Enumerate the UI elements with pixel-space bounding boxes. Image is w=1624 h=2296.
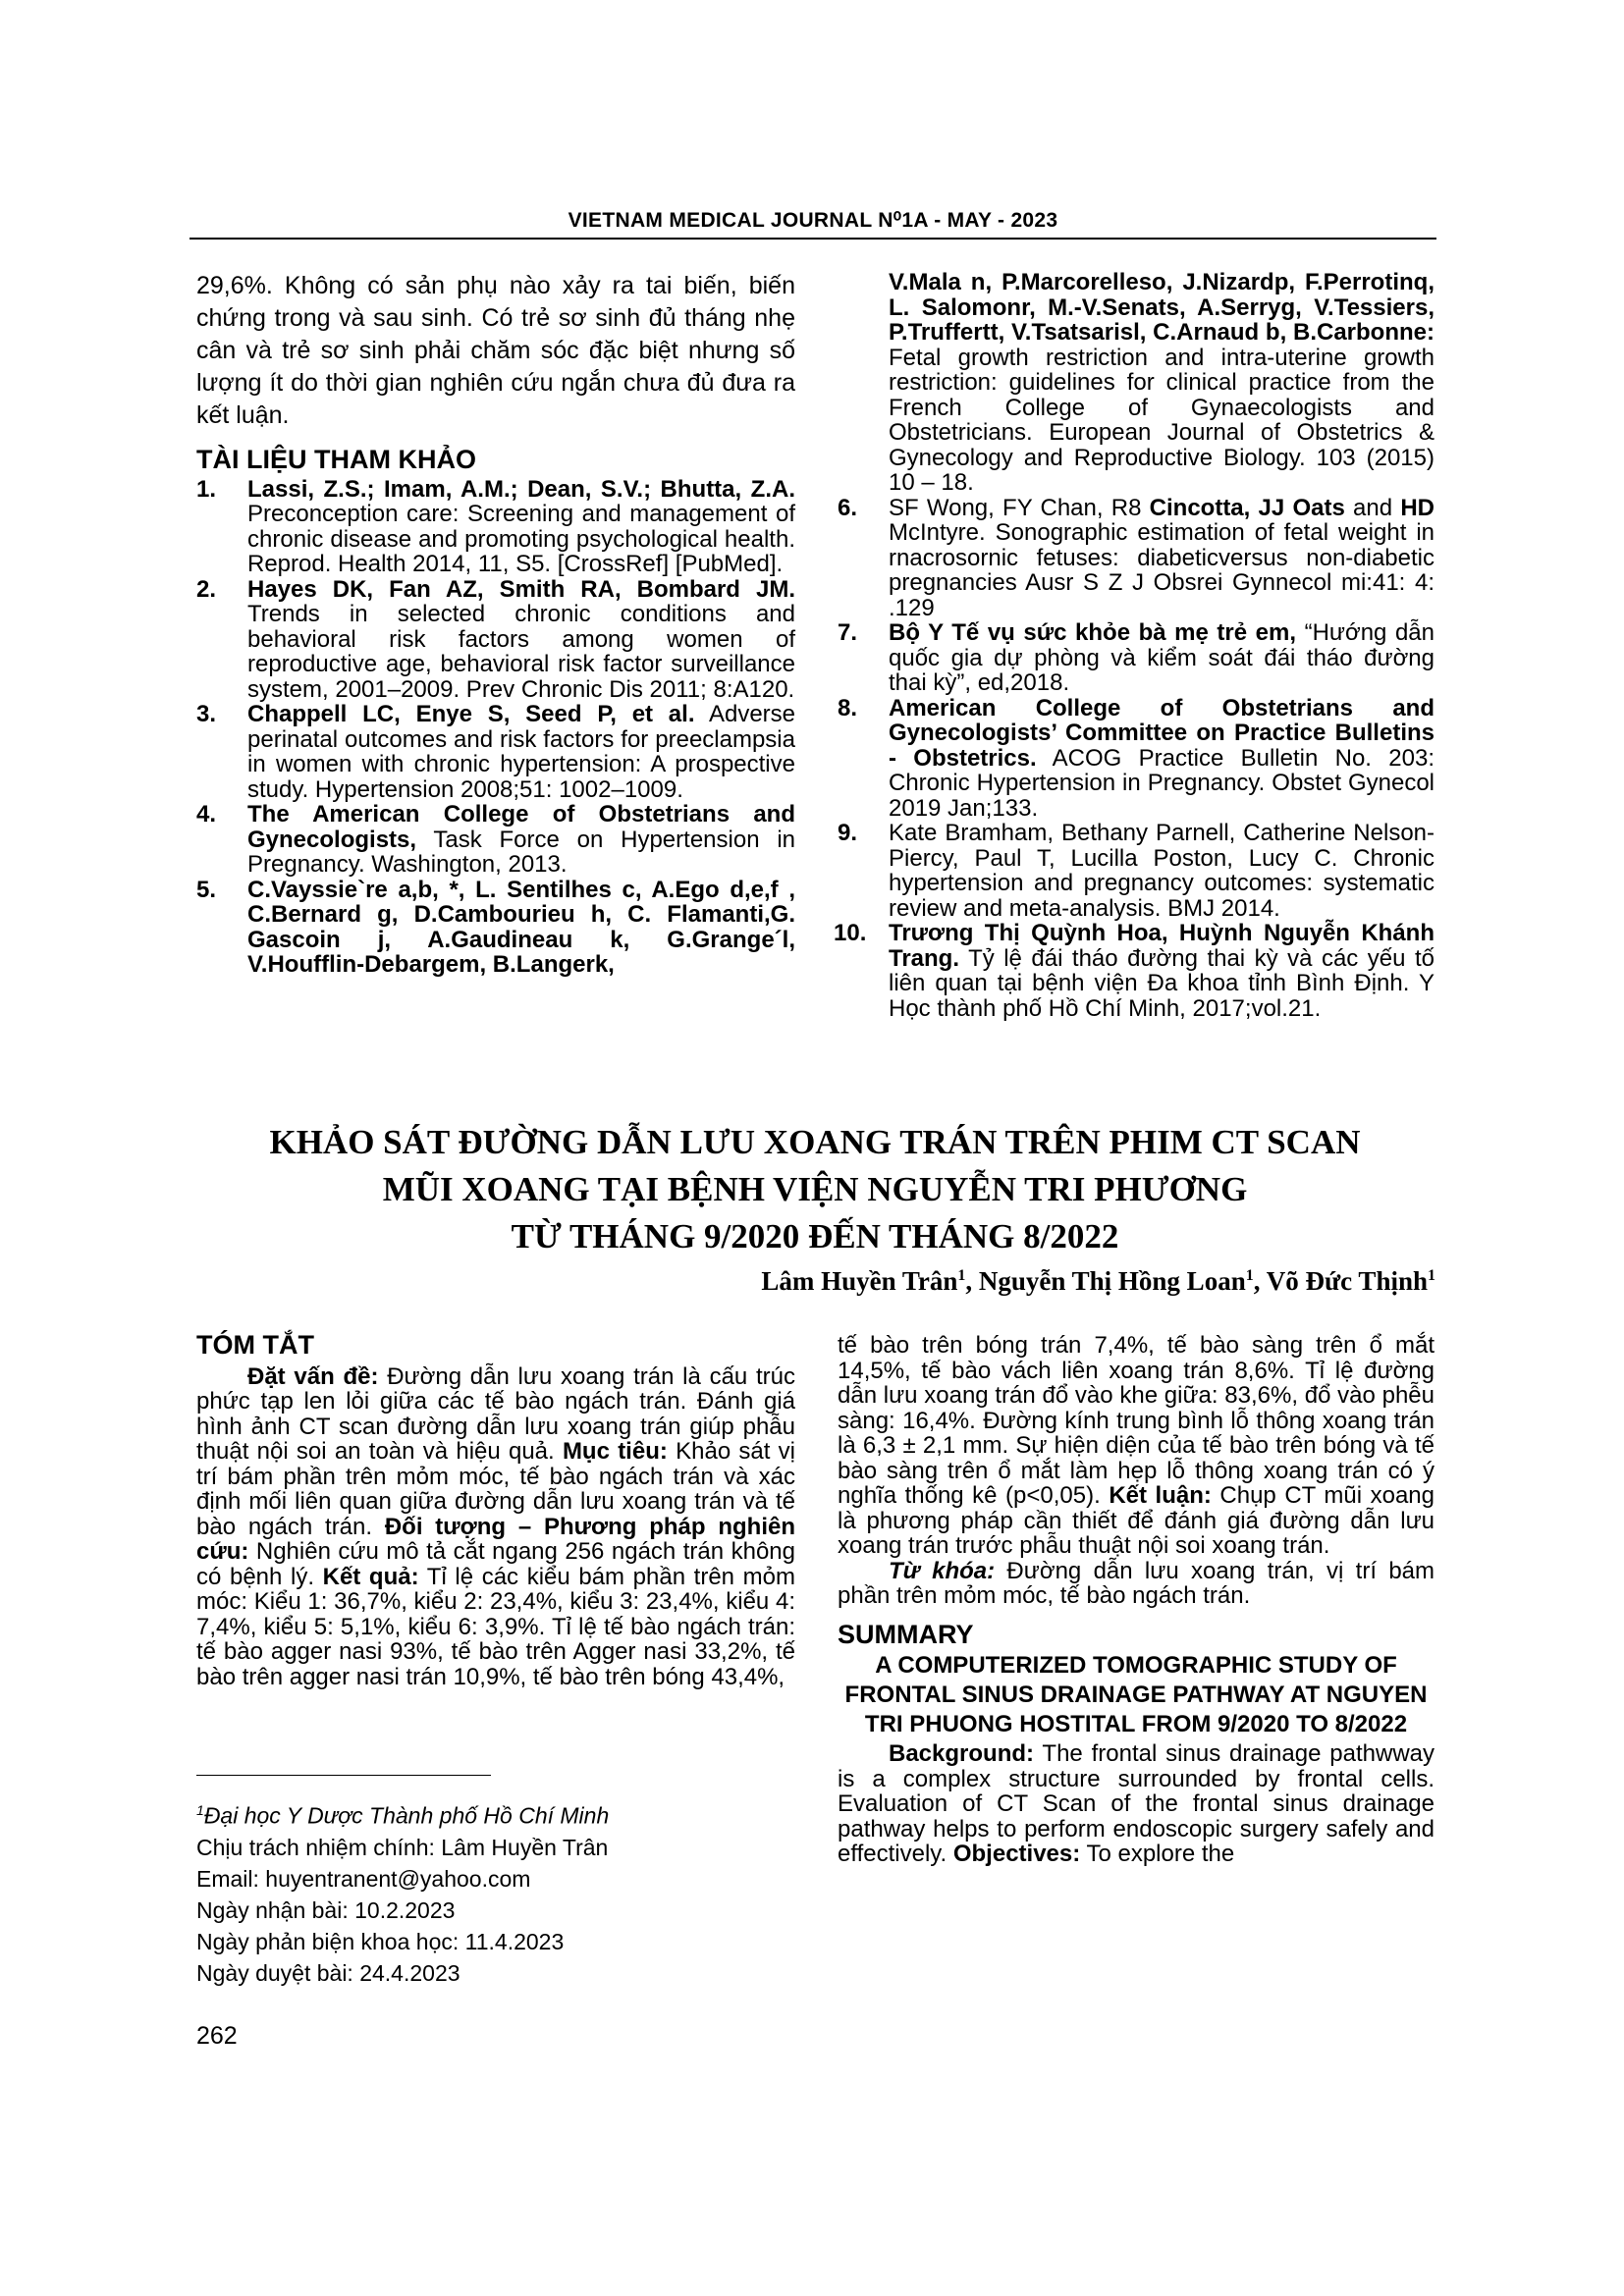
reference-text: Fetal growth restriction and intra-uterine growth restriction: guidelines for clinical practice from the French College of Gynaecologists and Obstetricians. European Journal of Obstetrics & Gynecology and Reproductive Biology. 103 (2015) 10 – 18. (889, 344, 1435, 496)
reference-item (834, 920, 1435, 1022)
abstract-right-column (838, 1333, 1435, 1867)
footnote (196, 1794, 795, 1989)
reference-number: 9. (838, 820, 858, 846)
date-reviewed: Ngày phản biện khoa học: 11.4.2023 (196, 1928, 565, 1954)
keywords-paragraph (838, 1559, 1435, 1609)
abstract-text: Khảo sát vị trí bám phần trên mỏm móc, tế bào ngách trán và xác định mối liên quan giữa đường dẫn lưu xoang trán và tế bào ngách trán. (196, 1438, 796, 1540)
reference-authors: Chappell LC, Enye S, Seed P, et al. (247, 701, 695, 727)
reference-number: 2. (196, 575, 217, 603)
author-affiliation-mark: 1 (1428, 1267, 1435, 1284)
date-accepted: Ngày duyệt bài: 24.4.2023 (196, 1959, 460, 1986)
summary-text: The frontal sinus drainage pathwway is a complex structure surrounded by frontal cells. Evaluation of CT Scan of the frontal sinus drainage pathway helps to perform endoscopic surgery safely and effectively. (838, 1740, 1435, 1867)
reference-authors: Cincotta, JJ Oats (1149, 494, 1345, 521)
keywords-text: Đường dẫn lưu xoang trán, vị trí bám phần trên mỏm móc, tế bào ngách trán. (838, 1557, 1435, 1609)
date-received: Ngày nhận bài: 10.2.2023 (196, 1896, 456, 1923)
reference-text: “Hướng dẫn quốc gia dự phòng và kiểm soát đái tháo đường thai kỳ”, ed,2018. (889, 619, 1435, 696)
responsible-author: Chịu trách nhiệm chính: Lâm Huyền Trân (196, 1834, 609, 1860)
abstract-text: Nghiên cứu mô tả cắt ngang 256 ngách trán không có bệnh lý. (196, 1538, 795, 1590)
reference-item (196, 577, 795, 703)
summary-paragraph (838, 1741, 1435, 1867)
footnote-rule (196, 1775, 491, 1776)
right-column-top (834, 269, 1435, 1022)
abstract-label: Kết quả: (322, 1563, 419, 1590)
abstract-text: tế bào trên bóng trán 7,4%, tế bào sàng trên ổ mắt 14,5%, tế bào vách liên xoang trán 8,6%. Tỉ lệ đường dẫn lưu xoang trán đổ vào khe giữa: 83,6%, đổ vào phễu sàng: 16,4%. Đường kính trung bình lỗ thông xoang trán là 6,3 ± 2,1 mm. Sự hiện diện của tế bào trên bóng và tế bào sàng trên ổ mắt làm hẹp lỗ thông xoang trán có ý nghĩa thống kê (p<0,05). (838, 1332, 1435, 1509)
reference-authors: Trương Thị Quỳnh Hoa, Huỳnh Nguyễn Khánh Trang. (889, 920, 1435, 972)
affiliation-mark: 1 (196, 1802, 204, 1818)
author-name: Nguyễn Thị Hồng Loan (978, 1266, 1246, 1296)
reference-item (196, 802, 795, 878)
reference-authors: Bộ Y Tế vụ sức khỏe bà mẹ trẻ em, (889, 619, 1297, 646)
reference-number: 6. (838, 494, 858, 521)
reference-list-left (196, 477, 795, 978)
page-number: 262 (196, 2022, 238, 2050)
reference-authors: Hayes DK, Fan AZ, Smith RA, Bombard JM. (247, 575, 795, 603)
abstract-text: Tỉ lệ các kiểu bám phần trên mỏm móc: Kiểu 1: 36,7%, kiểu 2: 23,4%, kiểu 3: 23,4%, kiểu 4: 7,4%, kiểu 5: 5,1%, kiểu 6: 3,9%. Tỉ lệ tế bào ngách trán: tế bào agger nasi 93%, tế bào trên Agger nasi 33,2%, tế bào trên agger nasi trán 10,9%, tế bào trên bóng 43,4%, (196, 1563, 795, 1690)
reference-text: Tỷ lệ đái tháo đường thai kỳ và các yếu tố liên quan tại bệnh viện Đa khoa tỉnh Bình Định. Y Học thành phố Hồ Chí Minh, 2017;vol.21. (889, 944, 1435, 1022)
keywords-label: Từ khóa: (889, 1557, 996, 1584)
reference-item (838, 620, 1435, 696)
reference-text: and (1344, 494, 1401, 521)
abstract-text: Chụp CT mũi xoang là phương pháp cần thiết để đánh giá đường dẫn lưu xoang trán trước phẫu thuật nội soi xoang trán. (838, 1482, 1435, 1559)
reference-text: Preconception care: Screening and management of chronic disease and promoting psychological health. Reprod. Health 2014, 11, S5. [CrossRef] [PubMed]. (247, 501, 795, 577)
affiliation (196, 1794, 795, 1832)
reference-number: 5. (196, 876, 217, 903)
author-name: Lâm Huyền Trân (761, 1266, 958, 1296)
abstract-paragraph (196, 1364, 795, 1690)
reference-authors: C.Vayssie`re a,b, *, L. Sentilhes c, A.Ego d,e,f , C.Bernard g, D.Cambourieu h, C. Flamanti,G. Gascoin j, A.Gaudineau k, G.Grange´l, V.Houfflin-Debargem, B.Langerk, (247, 876, 795, 978)
reference-item-continued (838, 270, 1435, 496)
reference-item (838, 821, 1435, 921)
reference-text: Trends in selected chronic conditions and behavioral risk factors among women of reproductive age, behavioral risk factor surveillance system, 2001–2009. Prev Chronic Dis 2011; 8:A120. (247, 601, 795, 703)
reference-number: 7. (838, 619, 858, 646)
author-affiliation-mark: 1 (1245, 1267, 1254, 1284)
article-authors: Lâm Huyền Trân$^1$, Nguyễn Thị Hồng Loan$^1$, Võ Đức Thịnh$^1$ (761, 1266, 1435, 1296)
abstract-paragraph-continued (838, 1333, 1435, 1559)
reference-authors: V.Mala n, P.Marcorelleso, J.Nizardp, F.Perrotinq, L. Salomonr, M.-V.Senats, A.Serryg, V.Tessiers, P.Truffertt, V.Tsatsarisl, C.Arnaud b, B.Carbonne: (889, 269, 1435, 346)
summary-title: A COMPUTERIZED TOMOGRAPHIC STUDY OF FRONTAL SINUS DRAINAGE PATHWAY AT NGUYEN TRI PHUONG HOSTITAL FROM 9/2020 TO 8/2022 (844, 1652, 1428, 1737)
reference-number: 4. (196, 801, 217, 828)
reference-number: 3. (196, 701, 217, 727)
article-title (177, 1119, 1453, 1260)
reference-text: McIntyre. Sonographic estimation of fetal weight in rnacrosornic fetuses: diabeticversus non-diabetic pregnancies Ausr S Z J Obsrei Gynnecol mi:41: 4: .129 (889, 519, 1435, 621)
intro-paragraph: 29,6%. Không có sản phụ nào xảy ra tai biến, biến chứng trong và sau sinh. Có trẻ sơ sinh đủ tháng nhẹ cân và trẻ sơ sinh phải chăm sóc đặc biệt nhưng số lượng ít do thời gian nghiên cứu ngắn chưa đủ đưa ra kết luận. (196, 272, 795, 429)
article-title-line: MŨI XOANG TẠI BỆNH VIỆN NGUYỄN TRI PHƯƠNG (382, 1170, 1248, 1208)
affiliation-text: Đại học Y Dược Thành phố Hồ Chí Minh (203, 1802, 610, 1829)
summary-heading: SUMMARY (838, 1619, 974, 1649)
reference-item (196, 702, 795, 802)
abstract-label: Mục tiêu: (562, 1438, 668, 1465)
reference-item (838, 696, 1435, 822)
header-rule (189, 238, 1436, 240)
article-title-line: KHẢO SÁT ĐƯỜNG DẪN LƯU XOANG TRÁN TRÊN PHIM CT SCAN (269, 1123, 1361, 1161)
author-name: Võ Đức Thịnh (1266, 1266, 1428, 1296)
reference-authors: The American College of Obstetrians and Gynecologists, (247, 801, 795, 853)
reference-text: Kate Bramham, Bethany Parnell, Catherine Nelson-Piercy, Paul T, Lucilla Poston, Lucy C. Chronic hypertension and pregnancy outcomes: systematic review and meta-analysis. BMJ 2014. (889, 820, 1435, 922)
reference-number: 1. (196, 475, 217, 503)
abstract-heading: TÓM TẮT (196, 1330, 314, 1360)
email: Email: huyentranent@yahoo.com (196, 1865, 531, 1892)
left-column-top (196, 270, 795, 978)
reference-text: Adverse perinatal outcomes and risk factors for preeclampsia in women with chronic hypertension: A prospective study. Hypertension 2008;51: 1002–1009. (247, 701, 796, 803)
summary-label: Objectives: (952, 1841, 1081, 1867)
abstract-label: Đặt vấn đề: (247, 1362, 379, 1390)
summary-label: Background: (889, 1740, 1035, 1767)
author-affiliation-mark: 1 (957, 1267, 966, 1284)
reference-authors: American College of Obstetrians and Gynecologists’ Committee on Practice Bulletins - Obstetrics. (889, 694, 1435, 772)
reference-text: Task Force on Hypertension in Pregnancy. Washington, 2013. (247, 826, 795, 878)
reference-number: 10. (834, 920, 867, 946)
abstract-text: Đường dẫn lưu xoang trán là cấu trúc phức tạp len lỏi giữa các tế bào ngách trán. Đánh giá hình ảnh CT scan đường dẫn lưu xoang trán giúp phẫu thuật nội soi an toàn và hiệu quả. (196, 1362, 796, 1465)
journal-header: VIETNAM MEDICAL JOURNAL N⁰1A - MAY - 2023 (568, 209, 1058, 232)
reference-number: 8. (838, 694, 858, 721)
reference-authors: HD (1400, 494, 1435, 521)
reference-item (838, 496, 1435, 621)
abstract-left-column (196, 1330, 796, 1690)
reference-item (196, 878, 795, 978)
reference-authors: Lassi, Z.S.; Imam, A.M.; Dean, S.V.; Bhutta, Z.A. (247, 475, 795, 503)
reference-text: SF Wong, FY Chan, R8 (889, 494, 1150, 521)
abstract-label: Kết luận: (1109, 1482, 1212, 1509)
reference-text: ACOG Practice Bulletin No. 203: Chronic Hypertension in Pregnancy. Obstet Gynecol 2019 Jan;133. (889, 744, 1435, 822)
article-title-line: TỪ THÁNG 9/2020 ĐẾN THÁNG 8/2022 (511, 1217, 1119, 1255)
references-heading: TÀI LIỆU THAM KHẢO (196, 445, 476, 474)
abstract-label: Đối tượng – Phương pháp nghiên cứu: (196, 1513, 795, 1565)
summary-text: To explore the (1080, 1841, 1235, 1867)
reference-item (196, 477, 795, 577)
